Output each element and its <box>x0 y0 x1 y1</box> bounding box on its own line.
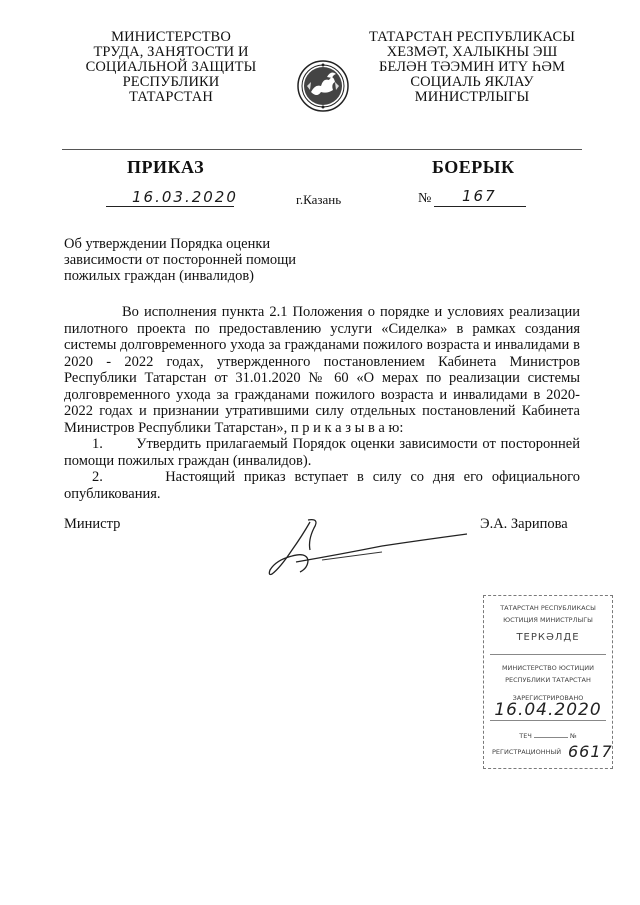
order-body <box>64 304 580 502</box>
order-item-number: 2. <box>92 469 103 485</box>
ministry-name-tt <box>362 30 582 105</box>
order-item-number: 1. <box>92 436 103 452</box>
order-subject-line: зависимости от посторонней помощи <box>64 252 297 268</box>
order-item <box>64 436 580 469</box>
order-title-ru: ПРИКАЗ <box>127 157 205 177</box>
stamp-text: РЕСПУБЛИКИ ТАТАРСТАН <box>505 676 591 684</box>
number-underline <box>434 206 526 207</box>
signatory-name: Э.А. Зарипова <box>480 516 568 532</box>
signatory-role: Министр <box>64 516 121 532</box>
order-item-text: Утвердить прилагаемый Порядок оценки зависимости от посторонней помощи пожилых граждан (инвалидов). <box>64 436 581 469</box>
date-underline <box>106 206 234 207</box>
ministry-name-ru-line: РЕСПУБЛИКИ <box>122 74 220 90</box>
order-preamble: Во исполнения пункта 2.1 Положения о порядке и условиях реализации пилотного проекта по предоставлению услуги «Сиделка» в рамках создания системы долговременного ухода за гражданами пожилого возраста и инвалидами в 2020 - 2022 годах, утвержденного постановлением Кабинета Министров Республики Татарстан от 31.01.2020 № 60 «О мерах по реализации системы долговременного ухода за гражданами пожилого возраста и инвалидами в 2020-2022 годах и признании утратившими силу отдельных постановлений Кабинета Министров Республики Татарстан», п р и к а з ы в а ю: <box>64 304 580 436</box>
stamp-text: ТЕЧ <box>519 732 532 740</box>
order-number: 167 <box>462 187 497 205</box>
ministry-name-ru-line: ТАТАРСТАН <box>129 89 213 105</box>
order-city: г.Казань <box>296 192 342 207</box>
ministry-name-ru-line: МИНИСТЕРСТВО <box>111 29 231 45</box>
header-divider <box>62 149 582 150</box>
handwritten-signature <box>262 516 472 582</box>
ministry-name-tt-line: СОЦИАЛЬ ЯКЛАУ <box>410 74 534 90</box>
tatarstan-emblem-icon <box>297 60 349 112</box>
ministry-name-tt-line: ХЕЗМӘТ, ХАЛЫКНЫ ЭШ <box>386 44 558 60</box>
stamp-divider <box>490 654 606 655</box>
stamp-text <box>486 732 610 740</box>
order-date: 16.03.2020 <box>132 188 238 206</box>
registration-stamp <box>483 595 613 769</box>
order-subject-line: пожилых граждан (инвалидов) <box>64 268 254 284</box>
ministry-name-ru <box>78 30 264 105</box>
stamp-text: МИНИСТЕРСТВО ЮСТИЦИИ <box>501 664 595 672</box>
stamp-text: № <box>569 732 577 740</box>
stamp-text: РЕГИСТРАЦИОННЫЙ <box>492 748 562 756</box>
stamp-text: ЮСТИЦИЯ МИНИСТРЛЫГЫ <box>503 616 593 624</box>
order-subject <box>64 236 296 284</box>
ministry-name-tt-line: БЕЛӘН ТӘЭМИН ИТҮ ҺӘМ <box>379 59 565 75</box>
stamp-text: ТЕРКӘЛДЕ <box>516 632 580 643</box>
ministry-name-tt-line: ТАТАРСТАН РЕСПУБЛИКАСЫ <box>368 29 576 45</box>
order-item <box>64 469 580 502</box>
order-number-label: № <box>418 191 432 206</box>
stamp-divider <box>490 720 606 721</box>
stamp-text: ТАТАРСТАН РЕСПУБЛИКАСЫ <box>500 604 596 612</box>
stamp-text: ЗАРЕГИСТРИРОВАНО <box>512 694 584 702</box>
order-item-text: Настоящий приказ вступает в силу со дня его официального опубликования. <box>64 469 580 502</box>
ministry-name-ru-line: ТРУДА, ЗАНЯТОСТИ И <box>93 44 249 60</box>
ministry-name-tt-line: МИНИСТРЛЫГЫ <box>414 89 530 105</box>
order-title-tt: БОЕРЫК <box>432 157 515 177</box>
order-subject-line: Об утверждении Порядка оценки <box>64 236 271 252</box>
ministry-name-ru-line: СОЦИАЛЬНОЙ ЗАЩИТЫ <box>85 59 257 75</box>
stamp-registration-number: 6617 <box>568 742 613 761</box>
stamp-registration-date: 16.04.2020 <box>494 700 602 720</box>
